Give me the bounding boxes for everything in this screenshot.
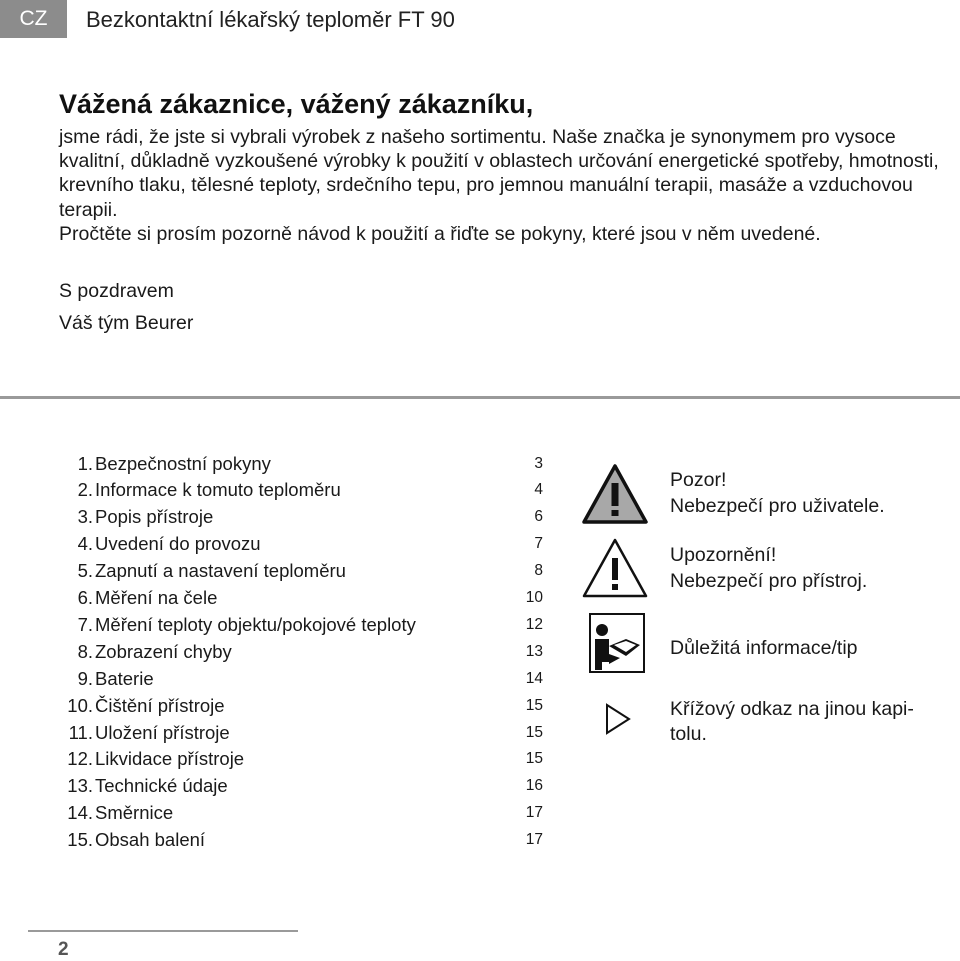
toc-page-number: 14 (525, 669, 543, 687)
toc-page-number: 17 (525, 804, 543, 822)
toc-item (59, 558, 549, 585)
legend-reference-line1: Křížový odkaz na jinou kapi- (670, 698, 914, 720)
toc-label: Likvidace přístroje (95, 748, 245, 770)
toc-number: 6. (77, 587, 93, 608)
toc-page-number: 15 (525, 750, 543, 768)
legend-caution-title: Upozornění! (670, 544, 777, 566)
toc-page-number: 15 (525, 696, 543, 714)
document-title: Bezkontaktní lékařský teploměr FT 90 (86, 7, 455, 32)
signature-text: Váš tým Beurer (59, 312, 194, 334)
toc-page-number: 8 (534, 562, 543, 580)
toc-label: Popis přístroje (95, 506, 214, 528)
section-divider (0, 396, 960, 399)
toc-page-number: 12 (525, 615, 543, 633)
language-code: CZ (19, 7, 48, 30)
toc-label: Baterie (95, 667, 154, 689)
cross-reference-arrow-icon (604, 702, 634, 736)
toc-label: Zapnutí a nastavení teploměru (95, 560, 346, 582)
toc-number: 2. (77, 479, 93, 501)
toc-item (59, 800, 549, 827)
toc-item (59, 827, 549, 854)
legend-caution-desc: Nebezpečí pro přístroj. (670, 570, 868, 592)
toc-page-number: 17 (525, 831, 543, 849)
intro-paragraph: jsme rádi, že jste si vybrali výrobek z našeho sortimentu. Naše značka je synonymem pro vysoce kvalitní, důkladně vyzkoušené výrobky k použití v oblastech určování energetické spotřeby, hmotnosti, krevního tlaku, tělesné teploty, srdečního tepu, pro jemnou manuální terapii, masáže a vzduchovou terapii. (59, 126, 939, 221)
toc-label: Uvedení do provozu (95, 533, 261, 555)
toc-number: 15. (67, 829, 93, 851)
toc-item (59, 585, 549, 612)
greeting-heading: Vážená zákaznice, vážený zákazníku, (59, 89, 534, 119)
toc-item (59, 719, 549, 746)
toc-number: 7. (77, 613, 93, 635)
toc-item (59, 531, 549, 558)
toc-number: 12. (67, 748, 93, 770)
legend-warning-desc: Nebezpečí pro uživatele. (670, 495, 885, 517)
toc-number: 5. (77, 560, 93, 582)
toc-page-number: 16 (525, 777, 543, 795)
toc-label: Bezpečnostní pokyny (95, 452, 271, 474)
toc-number: 8. (77, 640, 93, 662)
warning-outline-triangle-icon (580, 536, 650, 606)
toc-label: Čištění přístroje (95, 694, 225, 716)
toc-item (59, 692, 549, 719)
toc-number: 13. (67, 775, 93, 797)
read-manual-icon (588, 612, 658, 682)
closing-text: S pozdravem (59, 280, 174, 302)
toc-item (59, 504, 549, 531)
toc-label: Obsah balení (95, 829, 206, 851)
toc-label: Informace k tomuto teploměru (95, 479, 341, 501)
toc-number: 14. (67, 802, 93, 824)
intro-text (59, 125, 939, 246)
toc-number: 9. (77, 667, 93, 689)
toc-label: Měření na čele (95, 587, 218, 608)
toc-page-number: 4 (534, 481, 543, 499)
warning-filled-triangle-icon (580, 462, 650, 532)
toc-item (59, 746, 549, 773)
footer-divider (28, 930, 298, 932)
toc-page-number: 3 (534, 454, 543, 472)
toc-page-number: 13 (525, 642, 543, 660)
toc-item (59, 665, 549, 692)
toc-label: Zobrazení chyby (95, 640, 232, 662)
toc-page-number: 15 (525, 723, 543, 741)
toc-page-number: 6 (534, 508, 543, 526)
toc-item (59, 477, 549, 504)
toc-page-number: 7 (534, 535, 543, 553)
legend-reference-line2: tolu. (670, 723, 707, 745)
legend-warning-title: Pozor! (670, 469, 727, 491)
toc-item (59, 638, 549, 665)
toc-number: 1. (77, 452, 93, 474)
toc-number: 10. (67, 694, 93, 716)
page-number: 2 (58, 939, 69, 960)
toc-number: 3. (77, 506, 93, 528)
toc-label: Uložení přístroje (95, 721, 230, 743)
toc-label: Směrnice (95, 802, 174, 824)
toc-number: 4. (77, 533, 93, 555)
language-badge (0, 0, 67, 38)
legend-info-text: Důležitá informace/tip (670, 637, 858, 659)
toc-label: Měření teploty objektu/pokojové teploty (95, 613, 416, 635)
toc-label: Technické údaje (95, 775, 228, 797)
toc-item (59, 450, 549, 477)
toc-number: 11. (68, 721, 93, 743)
toc-page-number: 10 (525, 589, 543, 606)
toc-item (59, 773, 549, 800)
toc-item (59, 611, 549, 638)
instruction-paragraph: Pročtěte si prosím pozorně návod k použití a řiďte se pokyny, které jsou v něm uvedené. (59, 222, 821, 245)
